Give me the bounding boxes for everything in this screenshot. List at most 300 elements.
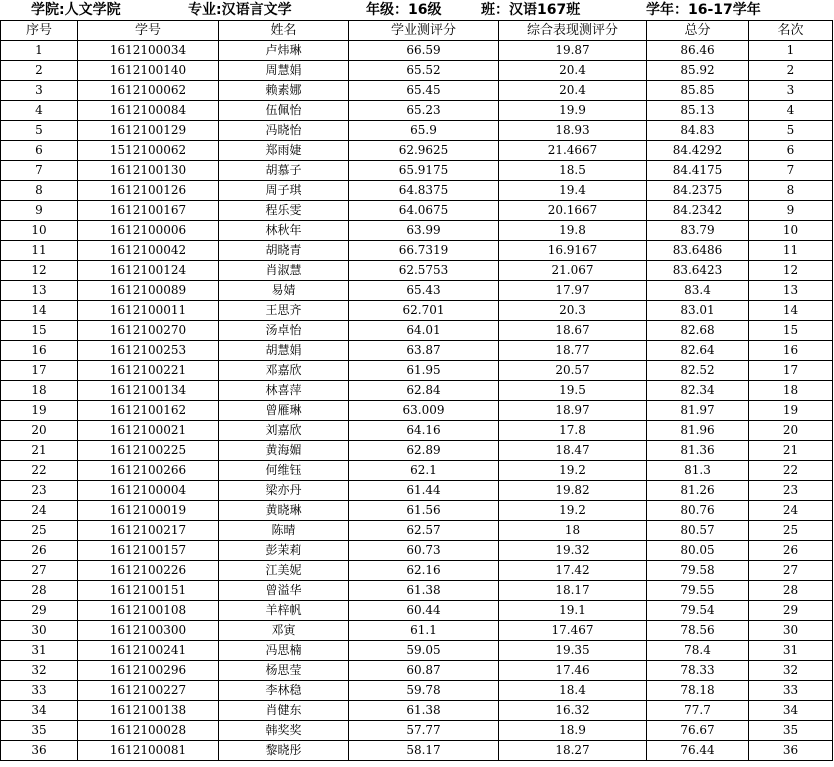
- cell-seq: 27: [1, 561, 78, 581]
- cell-rank: 26: [749, 541, 833, 561]
- cell-rank: 16: [749, 341, 833, 361]
- cell-academic-score: 61.44: [349, 481, 499, 501]
- cell-name: 易婧: [219, 281, 349, 301]
- cell-name: 梁亦丹: [219, 481, 349, 501]
- cell-academic-score: 63.87: [349, 341, 499, 361]
- cell-student-id: 1612100300: [78, 621, 219, 641]
- cell-student-id: 1612100034: [78, 41, 219, 61]
- cell-conduct-score: 16.32: [499, 701, 647, 721]
- cell-name: 李林稳: [219, 681, 349, 701]
- cell-student-id: 1612100221: [78, 361, 219, 381]
- col-header-rank: 名次: [749, 21, 833, 41]
- cell-total: 79.54: [647, 601, 749, 621]
- cell-seq: 34: [1, 701, 78, 721]
- cell-conduct-score: 19.35: [499, 641, 647, 661]
- cell-total: 78.18: [647, 681, 749, 701]
- cell-student-id: 1612100157: [78, 541, 219, 561]
- cell-conduct-score: 20.57: [499, 361, 647, 381]
- cell-academic-score: 65.9175: [349, 161, 499, 181]
- cell-total: 85.92: [647, 61, 749, 81]
- major-label: 专业:汉语言文学: [188, 2, 292, 18]
- cell-conduct-score: 18.17: [499, 581, 647, 601]
- table-row: [1, 121, 833, 141]
- cell-rank: 9: [749, 201, 833, 221]
- cell-seq: 3: [1, 81, 78, 101]
- table-row: [1, 61, 833, 81]
- table-row: [1, 561, 833, 581]
- cell-rank: 3: [749, 81, 833, 101]
- cell-student-id: 1612100227: [78, 681, 219, 701]
- cell-total: 78.4: [647, 641, 749, 661]
- table-row: [1, 161, 833, 181]
- cell-name: 羊梓帆: [219, 601, 349, 621]
- cell-total: 76.44: [647, 741, 749, 761]
- table-body: [1, 41, 833, 761]
- cell-total: 82.68: [647, 321, 749, 341]
- cell-conduct-score: 19.8: [499, 221, 647, 241]
- table-row: [1, 461, 833, 481]
- cell-rank: 7: [749, 161, 833, 181]
- cell-conduct-score: 17.42: [499, 561, 647, 581]
- table-row: [1, 721, 833, 741]
- cell-seq: 8: [1, 181, 78, 201]
- cell-rank: 24: [749, 501, 833, 521]
- table-row: [1, 621, 833, 641]
- cell-academic-score: 66.7319: [349, 241, 499, 261]
- cell-seq: 17: [1, 361, 78, 381]
- cell-name: 卢炜琳: [219, 41, 349, 61]
- cell-student-id: 1612100266: [78, 461, 219, 481]
- table-row: [1, 601, 833, 621]
- cell-name: 胡慧娟: [219, 341, 349, 361]
- cell-rank: 31: [749, 641, 833, 661]
- cell-rank: 36: [749, 741, 833, 761]
- cell-rank: 21: [749, 441, 833, 461]
- cell-name: 胡慕子: [219, 161, 349, 181]
- cell-name: 陈晴: [219, 521, 349, 541]
- cell-total: 83.6423: [647, 261, 749, 281]
- table-row: [1, 421, 833, 441]
- cell-student-id: 1612100006: [78, 221, 219, 241]
- cell-academic-score: 62.701: [349, 301, 499, 321]
- cell-name: 曾溢华: [219, 581, 349, 601]
- col-header-seq: 序号: [1, 21, 78, 41]
- cell-rank: 28: [749, 581, 833, 601]
- cell-rank: 17: [749, 361, 833, 381]
- cell-rank: 19: [749, 401, 833, 421]
- cell-student-id: 1612100226: [78, 561, 219, 581]
- cell-total: 79.55: [647, 581, 749, 601]
- cell-academic-score: 61.95: [349, 361, 499, 381]
- cell-conduct-score: 19.1: [499, 601, 647, 621]
- table-row: [1, 441, 833, 461]
- cell-rank: 23: [749, 481, 833, 501]
- cell-seq: 5: [1, 121, 78, 141]
- cell-conduct-score: 18.67: [499, 321, 647, 341]
- cell-student-id: 1612100028: [78, 721, 219, 741]
- cell-student-id: 1612100062: [78, 81, 219, 101]
- cell-student-id: 1612100134: [78, 381, 219, 401]
- cell-seq: 25: [1, 521, 78, 541]
- cell-total: 85.85: [647, 81, 749, 101]
- cell-academic-score: 64.0675: [349, 201, 499, 221]
- cell-seq: 18: [1, 381, 78, 401]
- cell-academic-score: 61.38: [349, 701, 499, 721]
- cell-seq: 29: [1, 601, 78, 621]
- cell-total: 81.36: [647, 441, 749, 461]
- cell-rank: 12: [749, 261, 833, 281]
- cell-conduct-score: 20.4: [499, 81, 647, 101]
- cell-conduct-score: 17.46: [499, 661, 647, 681]
- cell-student-id: 1612100140: [78, 61, 219, 81]
- cell-rank: 27: [749, 561, 833, 581]
- cell-conduct-score: 17.467: [499, 621, 647, 641]
- cell-student-id: 1612100021: [78, 421, 219, 441]
- cell-total: 85.13: [647, 101, 749, 121]
- cell-student-id: 1612100019: [78, 501, 219, 521]
- cell-rank: 14: [749, 301, 833, 321]
- cell-seq: 31: [1, 641, 78, 661]
- cell-conduct-score: 17.97: [499, 281, 647, 301]
- cell-seq: 13: [1, 281, 78, 301]
- academic-year-label: 学年：16-17学年: [646, 2, 761, 18]
- cell-seq: 35: [1, 721, 78, 741]
- cell-total: 81.96: [647, 421, 749, 441]
- cell-total: 83.01: [647, 301, 749, 321]
- table-row: [1, 101, 833, 121]
- cell-student-id: 1612100162: [78, 401, 219, 421]
- cell-rank: 6: [749, 141, 833, 161]
- cell-seq: 24: [1, 501, 78, 521]
- cell-conduct-score: 18.93: [499, 121, 647, 141]
- table-row: [1, 201, 833, 221]
- table-row: [1, 241, 833, 261]
- cell-academic-score: 63.99: [349, 221, 499, 241]
- cell-academic-score: 62.1: [349, 461, 499, 481]
- cell-academic-score: 62.57: [349, 521, 499, 541]
- cell-total: 77.7: [647, 701, 749, 721]
- cell-academic-score: 63.009: [349, 401, 499, 421]
- table-row: [1, 681, 833, 701]
- cell-rank: 2: [749, 61, 833, 81]
- cell-academic-score: 60.73: [349, 541, 499, 561]
- cell-seq: 2: [1, 61, 78, 81]
- cell-academic-score: 66.59: [349, 41, 499, 61]
- cell-academic-score: 61.56: [349, 501, 499, 521]
- cell-total: 82.52: [647, 361, 749, 381]
- cell-rank: 15: [749, 321, 833, 341]
- cell-conduct-score: 19.2: [499, 501, 647, 521]
- table-row: [1, 641, 833, 661]
- cell-name: 周子琪: [219, 181, 349, 201]
- cell-conduct-score: 18.9: [499, 721, 647, 741]
- cell-academic-score: 61.38: [349, 581, 499, 601]
- cell-conduct-score: 21.067: [499, 261, 647, 281]
- cell-rank: 4: [749, 101, 833, 121]
- table-row: [1, 81, 833, 101]
- cell-student-id: 1612100129: [78, 121, 219, 141]
- cell-academic-score: 60.87: [349, 661, 499, 681]
- grade-label: 年级：16级: [366, 2, 442, 18]
- cell-academic-score: 64.8375: [349, 181, 499, 201]
- cell-seq: 4: [1, 101, 78, 121]
- cell-name: 杨思莹: [219, 661, 349, 681]
- cell-total: 84.83: [647, 121, 749, 141]
- cell-rank: 11: [749, 241, 833, 261]
- cell-total: 78.33: [647, 661, 749, 681]
- table-row: [1, 361, 833, 381]
- class-label: 班：汉语167班: [481, 2, 581, 18]
- cell-conduct-score: 18: [499, 521, 647, 541]
- cell-name: 程乐雯: [219, 201, 349, 221]
- cell-student-id: 1512100062: [78, 141, 219, 161]
- cell-conduct-score: 20.1667: [499, 201, 647, 221]
- cell-name: 邓寅: [219, 621, 349, 641]
- table-row: [1, 661, 833, 681]
- cell-seq: 12: [1, 261, 78, 281]
- cell-total: 79.58: [647, 561, 749, 581]
- cell-rank: 18: [749, 381, 833, 401]
- cell-total: 76.67: [647, 721, 749, 741]
- cell-student-id: 1612100042: [78, 241, 219, 261]
- cell-total: 80.57: [647, 521, 749, 541]
- cell-academic-score: 62.89: [349, 441, 499, 461]
- cell-conduct-score: 19.2: [499, 461, 647, 481]
- cell-conduct-score: 16.9167: [499, 241, 647, 261]
- cell-student-id: 1612100130: [78, 161, 219, 181]
- cell-academic-score: 58.17: [349, 741, 499, 761]
- cell-rank: 8: [749, 181, 833, 201]
- table-row: [1, 221, 833, 241]
- cell-student-id: 1612100108: [78, 601, 219, 621]
- cell-academic-score: 62.5753: [349, 261, 499, 281]
- cell-seq: 30: [1, 621, 78, 641]
- cell-academic-score: 62.9625: [349, 141, 499, 161]
- cell-student-id: 1612100138: [78, 701, 219, 721]
- cell-student-id: 1612100089: [78, 281, 219, 301]
- cell-conduct-score: 18.4: [499, 681, 647, 701]
- cell-academic-score: 65.23: [349, 101, 499, 121]
- table-row: [1, 281, 833, 301]
- cell-name: 林秋年: [219, 221, 349, 241]
- cell-student-id: 1612100011: [78, 301, 219, 321]
- table-row: [1, 541, 833, 561]
- cell-seq: 36: [1, 741, 78, 761]
- table-row: [1, 701, 833, 721]
- cell-name: 汤卓怡: [219, 321, 349, 341]
- cell-conduct-score: 19.32: [499, 541, 647, 561]
- cell-seq: 33: [1, 681, 78, 701]
- cell-seq: 9: [1, 201, 78, 221]
- cell-seq: 23: [1, 481, 78, 501]
- cell-seq: 28: [1, 581, 78, 601]
- cell-name: 韩奖奖: [219, 721, 349, 741]
- cell-total: 83.4: [647, 281, 749, 301]
- cell-rank: 34: [749, 701, 833, 721]
- cell-student-id: 1612100084: [78, 101, 219, 121]
- cell-rank: 10: [749, 221, 833, 241]
- cell-seq: 22: [1, 461, 78, 481]
- cell-total: 80.76: [647, 501, 749, 521]
- cell-student-id: 1612100151: [78, 581, 219, 601]
- cell-academic-score: 64.01: [349, 321, 499, 341]
- cell-academic-score: 62.16: [349, 561, 499, 581]
- cell-name: 周慧娟: [219, 61, 349, 81]
- cell-total: 82.34: [647, 381, 749, 401]
- college-label: 学院:人文学院: [31, 2, 121, 18]
- cell-student-id: 1612100217: [78, 521, 219, 541]
- cell-total: 83.6486: [647, 241, 749, 261]
- cell-name: 江美妮: [219, 561, 349, 581]
- cell-student-id: 1612100270: [78, 321, 219, 341]
- cell-conduct-score: 20.3: [499, 301, 647, 321]
- cell-academic-score: 57.77: [349, 721, 499, 741]
- cell-rank: 30: [749, 621, 833, 641]
- cell-name: 冯思楠: [219, 641, 349, 661]
- cell-conduct-score: 19.4: [499, 181, 647, 201]
- table-row: [1, 141, 833, 161]
- cell-seq: 16: [1, 341, 78, 361]
- cell-name: 冯晓怡: [219, 121, 349, 141]
- cell-conduct-score: 21.4667: [499, 141, 647, 161]
- cell-seq: 15: [1, 321, 78, 341]
- cell-academic-score: 65.43: [349, 281, 499, 301]
- cell-name: 黎晓彤: [219, 741, 349, 761]
- cell-rank: 1: [749, 41, 833, 61]
- cell-total: 84.4292: [647, 141, 749, 161]
- cell-name: 肖淑慧: [219, 261, 349, 281]
- table-row: [1, 41, 833, 61]
- cell-name: 郑雨婕: [219, 141, 349, 161]
- table-row: [1, 261, 833, 281]
- cell-seq: 19: [1, 401, 78, 421]
- cell-student-id: 1612100126: [78, 181, 219, 201]
- cell-rank: 33: [749, 681, 833, 701]
- cell-academic-score: 62.84: [349, 381, 499, 401]
- cell-total: 83.79: [647, 221, 749, 241]
- cell-total: 81.26: [647, 481, 749, 501]
- cell-seq: 21: [1, 441, 78, 461]
- cell-name: 胡晓青: [219, 241, 349, 261]
- table-row: [1, 741, 833, 761]
- cell-name: 黄海媚: [219, 441, 349, 461]
- cell-seq: 26: [1, 541, 78, 561]
- cell-rank: 32: [749, 661, 833, 681]
- cell-total: 84.4175: [647, 161, 749, 181]
- cell-name: 邓嘉欣: [219, 361, 349, 381]
- cell-student-id: 1612100167: [78, 201, 219, 221]
- cell-academic-score: 65.52: [349, 61, 499, 81]
- cell-rank: 35: [749, 721, 833, 741]
- cell-name: 王思齐: [219, 301, 349, 321]
- cell-name: 黄晓琳: [219, 501, 349, 521]
- cell-seq: 7: [1, 161, 78, 181]
- cell-conduct-score: 18.77: [499, 341, 647, 361]
- cell-conduct-score: 18.5: [499, 161, 647, 181]
- cell-name: 刘嘉欣: [219, 421, 349, 441]
- cell-seq: 10: [1, 221, 78, 241]
- cell-total: 84.2342: [647, 201, 749, 221]
- cell-student-id: 1612100225: [78, 441, 219, 461]
- table-row: [1, 321, 833, 341]
- cell-rank: 20: [749, 421, 833, 441]
- table-row: [1, 521, 833, 541]
- cell-academic-score: 65.45: [349, 81, 499, 101]
- col-header-student-id: 学号: [78, 21, 219, 41]
- cell-rank: 5: [749, 121, 833, 141]
- table-row: [1, 381, 833, 401]
- cell-total: 86.46: [647, 41, 749, 61]
- cell-student-id: 1612100081: [78, 741, 219, 761]
- cell-student-id: 1612100124: [78, 261, 219, 281]
- cell-conduct-score: 19.5: [499, 381, 647, 401]
- table-row: [1, 341, 833, 361]
- table-row: [1, 581, 833, 601]
- cell-student-id: 1612100296: [78, 661, 219, 681]
- table-header-row: [1, 21, 833, 41]
- cell-rank: 25: [749, 521, 833, 541]
- cell-rank: 22: [749, 461, 833, 481]
- cell-conduct-score: 19.87: [499, 41, 647, 61]
- cell-academic-score: 61.1: [349, 621, 499, 641]
- cell-seq: 32: [1, 661, 78, 681]
- cell-total: 81.97: [647, 401, 749, 421]
- cell-name: 肖健东: [219, 701, 349, 721]
- table-row: [1, 181, 833, 201]
- cell-student-id: 1612100241: [78, 641, 219, 661]
- cell-rank: 13: [749, 281, 833, 301]
- cell-name: 何维钰: [219, 461, 349, 481]
- cell-conduct-score: 19.82: [499, 481, 647, 501]
- cell-name: 林喜萍: [219, 381, 349, 401]
- cell-student-id: 1612100253: [78, 341, 219, 361]
- cell-academic-score: 59.78: [349, 681, 499, 701]
- cell-conduct-score: 18.47: [499, 441, 647, 461]
- cell-academic-score: 64.16: [349, 421, 499, 441]
- cell-rank: 29: [749, 601, 833, 621]
- cell-academic-score: 60.44: [349, 601, 499, 621]
- col-header-conduct-score: 综合表现测评分: [499, 21, 647, 41]
- cell-conduct-score: 17.8: [499, 421, 647, 441]
- col-header-academic-score: 学业测评分: [349, 21, 499, 41]
- cell-conduct-score: 20.4: [499, 61, 647, 81]
- cell-seq: 20: [1, 421, 78, 441]
- col-header-total: 总分: [647, 21, 749, 41]
- table-row: [1, 401, 833, 421]
- cell-seq: 11: [1, 241, 78, 261]
- cell-conduct-score: 19.9: [499, 101, 647, 121]
- cell-academic-score: 65.9: [349, 121, 499, 141]
- table-row: [1, 301, 833, 321]
- col-header-name: 姓名: [219, 21, 349, 41]
- cell-name: 赖素娜: [219, 81, 349, 101]
- cell-name: 彭茉莉: [219, 541, 349, 561]
- table-row: [1, 481, 833, 501]
- score-table: [0, 20, 833, 761]
- sheet-header: [0, 0, 834, 20]
- cell-total: 82.64: [647, 341, 749, 361]
- cell-seq: 1: [1, 41, 78, 61]
- cell-total: 84.2375: [647, 181, 749, 201]
- cell-seq: 14: [1, 301, 78, 321]
- cell-conduct-score: 18.97: [499, 401, 647, 421]
- cell-total: 78.56: [647, 621, 749, 641]
- cell-total: 81.3: [647, 461, 749, 481]
- cell-student-id: 1612100004: [78, 481, 219, 501]
- table-row: [1, 501, 833, 521]
- cell-name: 伍佩怡: [219, 101, 349, 121]
- cell-conduct-score: 18.27: [499, 741, 647, 761]
